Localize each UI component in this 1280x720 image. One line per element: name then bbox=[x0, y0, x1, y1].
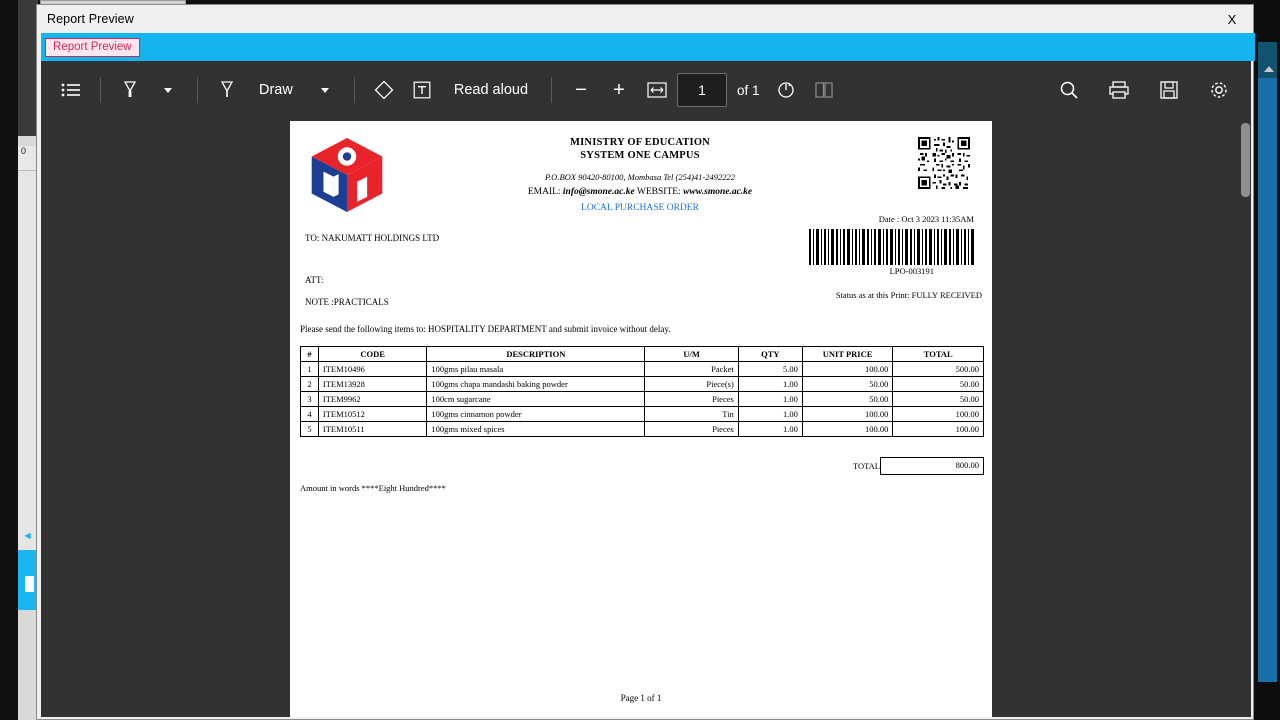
toolbar-separator-2 bbox=[197, 77, 198, 103]
background-app-left-chip bbox=[25, 576, 34, 592]
postal-address: P.O.BOX 90420-80100, Mombasa Tel (254)41-2492222 bbox=[544, 172, 736, 182]
table-row bbox=[301, 377, 984, 392]
chevron-down-icon bbox=[321, 88, 329, 93]
cell-unit-price: 100.00 bbox=[802, 407, 893, 422]
draw-button[interactable] bbox=[209, 72, 245, 108]
organization-logo bbox=[305, 133, 389, 217]
website-label: WEBSITE: bbox=[636, 187, 681, 197]
website-value: www.smone.ac.ke bbox=[683, 187, 753, 197]
cell-index: 4 bbox=[301, 407, 319, 422]
zoom-out-button[interactable]: − bbox=[575, 79, 587, 101]
print-button[interactable] bbox=[1101, 72, 1137, 108]
draw-options-button[interactable] bbox=[307, 72, 343, 108]
table-of-contents-icon bbox=[61, 82, 81, 98]
page-count-label: of 1 bbox=[737, 82, 760, 98]
cell-total: 100.00 bbox=[893, 422, 984, 437]
contact-line bbox=[460, 187, 820, 197]
cell-code: ITEM10511 bbox=[318, 422, 426, 437]
gear-icon bbox=[1209, 80, 1229, 100]
background-app-right-cap bbox=[1258, 42, 1277, 78]
cell-qty: 1.00 bbox=[738, 377, 802, 392]
zoom-in-button[interactable]: + bbox=[613, 79, 625, 101]
cell-description: 100cm sugarcane bbox=[427, 392, 645, 407]
tab-report-preview[interactable]: Report Preview bbox=[45, 38, 140, 57]
cell-qty: 5.00 bbox=[738, 362, 802, 377]
cell-um: Packet bbox=[645, 362, 738, 377]
save-button[interactable] bbox=[1151, 72, 1187, 108]
cell-total: 100.00 bbox=[893, 407, 984, 422]
tab-strip bbox=[41, 33, 1255, 61]
col-unit-price: UNIT PRICE bbox=[802, 347, 893, 362]
fit-to-width-icon bbox=[647, 81, 667, 99]
search-button[interactable] bbox=[1051, 72, 1087, 108]
page-view-icon bbox=[814, 81, 834, 99]
close-window-button[interactable]: X bbox=[1227, 11, 1237, 27]
note-line: NOTE :PRACTICALS bbox=[305, 297, 389, 307]
col-total: TOTAL bbox=[893, 347, 984, 362]
cell-index: 1 bbox=[301, 362, 319, 377]
cell-total: 50.00 bbox=[893, 392, 984, 407]
table-row bbox=[301, 392, 984, 407]
fit-to-width-button[interactable] bbox=[639, 72, 675, 108]
table-row bbox=[301, 407, 984, 422]
background-app-right-strip bbox=[1254, 0, 1280, 720]
cell-description: 100gms mixed spices bbox=[427, 422, 645, 437]
cell-code: ITEM10512 bbox=[318, 407, 426, 422]
total-label: TOTAL bbox=[852, 461, 880, 471]
report-preview-window bbox=[36, 4, 1254, 720]
cell-description: 100gms pilau masala bbox=[427, 362, 645, 377]
col-qty: QTY bbox=[738, 347, 802, 362]
search-icon bbox=[1059, 80, 1079, 100]
col-index: # bbox=[301, 347, 319, 362]
cell-index: 3 bbox=[301, 392, 319, 407]
cell-total: 500.00 bbox=[893, 362, 984, 377]
window-title: Report Preview bbox=[47, 12, 134, 26]
printer-icon bbox=[1108, 80, 1130, 100]
cell-unit-price: 50.00 bbox=[802, 377, 893, 392]
cell-unit-price: 100.00 bbox=[802, 422, 893, 437]
cell-um: Pieces bbox=[645, 422, 738, 437]
amount-in-words: Amount in words ****Eight Hundred**** bbox=[300, 483, 446, 493]
background-app-left-list bbox=[18, 170, 38, 551]
background-app-left-dark bbox=[18, 0, 38, 136]
cell-unit-price: 100.00 bbox=[802, 362, 893, 377]
add-text-button[interactable] bbox=[404, 72, 440, 108]
highlight-options-button[interactable] bbox=[150, 72, 186, 108]
background-app-left-arrow-icon: ◄ bbox=[22, 530, 33, 542]
rotate-button[interactable] bbox=[768, 72, 804, 108]
document-header bbox=[460, 137, 820, 213]
cell-description: 100gms cinnamon powder bbox=[427, 407, 645, 422]
pdf-viewer bbox=[41, 61, 1251, 717]
page-view-button[interactable] bbox=[806, 72, 842, 108]
save-icon bbox=[1159, 80, 1179, 100]
toolbar-separator-1 bbox=[100, 77, 101, 103]
col-um: U/M bbox=[645, 347, 738, 362]
toolbar-separator-3 bbox=[354, 77, 355, 103]
col-code: CODE bbox=[318, 347, 426, 362]
email-value: info@smone.ac.ke bbox=[562, 187, 635, 197]
cell-qty: 1.00 bbox=[738, 392, 802, 407]
lpo-number: LPO-003191 bbox=[889, 266, 934, 276]
eraser-icon bbox=[374, 80, 394, 100]
erase-button[interactable] bbox=[366, 72, 402, 108]
viewer-scrollbar[interactable] bbox=[1239, 119, 1251, 717]
cell-code: ITEM9962 bbox=[318, 392, 426, 407]
email-label: EMAIL: bbox=[527, 187, 561, 197]
chevron-down-icon bbox=[164, 88, 172, 93]
campus-name: SYSTEM ONE CAMPUS bbox=[580, 150, 700, 161]
highlight-button[interactable] bbox=[112, 72, 148, 108]
background-app-right-panel bbox=[1258, 42, 1277, 682]
cell-description: 100gms chapa mandashi baking powder bbox=[427, 377, 645, 392]
print-date: Date : Oct 3 2023 11:35AM bbox=[878, 214, 974, 224]
cell-um: Piece(s) bbox=[645, 377, 738, 392]
settings-button[interactable] bbox=[1201, 72, 1237, 108]
window-titlebar[interactable] bbox=[37, 5, 1253, 33]
table-of-contents-button[interactable] bbox=[53, 72, 89, 108]
cell-index: 5 bbox=[301, 422, 319, 437]
col-description: DESCRIPTION bbox=[427, 347, 645, 362]
viewer-scrollbar-thumb[interactable] bbox=[1241, 123, 1250, 197]
attention-line: ATT: bbox=[305, 275, 324, 285]
viewer-frame bbox=[41, 33, 1251, 717]
document-page bbox=[290, 121, 992, 717]
rotate-icon bbox=[776, 80, 796, 100]
scroll-up-arrow-icon[interactable] bbox=[1264, 66, 1274, 72]
table-row bbox=[301, 422, 984, 437]
toolbar-separator-4 bbox=[551, 77, 552, 103]
cell-unit-price: 50.00 bbox=[802, 392, 893, 407]
add-text-icon bbox=[413, 81, 431, 99]
table-row bbox=[301, 362, 984, 377]
background-app-left-marker: 0 bbox=[18, 146, 38, 170]
draw-label-button[interactable]: Draw bbox=[259, 82, 293, 98]
cell-um: Tin bbox=[645, 407, 738, 422]
cell-qty: 1.00 bbox=[738, 407, 802, 422]
cell-um: Pieces bbox=[645, 392, 738, 407]
table-header-row bbox=[301, 347, 984, 362]
cell-index: 2 bbox=[301, 377, 319, 392]
pen-icon bbox=[218, 80, 236, 100]
ministry-name: MINISTRY OF EDUCATION bbox=[570, 137, 710, 148]
page-number-input[interactable] bbox=[677, 73, 727, 107]
cell-total: 50.00 bbox=[893, 377, 984, 392]
cell-code: ITEM10496 bbox=[318, 362, 426, 377]
delivery-instruction: Please send the following items to: HOSPITALITY DEPARTMENT and submit invoice without delay. bbox=[300, 324, 671, 334]
pdf-toolbar bbox=[41, 61, 1251, 119]
document-type-label: LOCAL PURCHASE ORDER bbox=[581, 203, 699, 213]
barcode bbox=[807, 229, 977, 265]
read-aloud-button[interactable]: Read aloud bbox=[453, 82, 529, 98]
cell-code: ITEM13928 bbox=[318, 377, 426, 392]
cell-qty: 1.00 bbox=[738, 422, 802, 437]
qr-code bbox=[918, 137, 970, 189]
status-label: Status as at this Print: FULLY RECEIVED bbox=[835, 290, 982, 300]
page-footer: Page 1 of 1 bbox=[620, 693, 662, 703]
total-value: 800.00 bbox=[880, 457, 984, 475]
items-table bbox=[300, 346, 984, 437]
highlighter-icon bbox=[121, 80, 139, 100]
supplier-line: TO: NAKUMATT HOLDINGS LTD bbox=[305, 233, 440, 243]
